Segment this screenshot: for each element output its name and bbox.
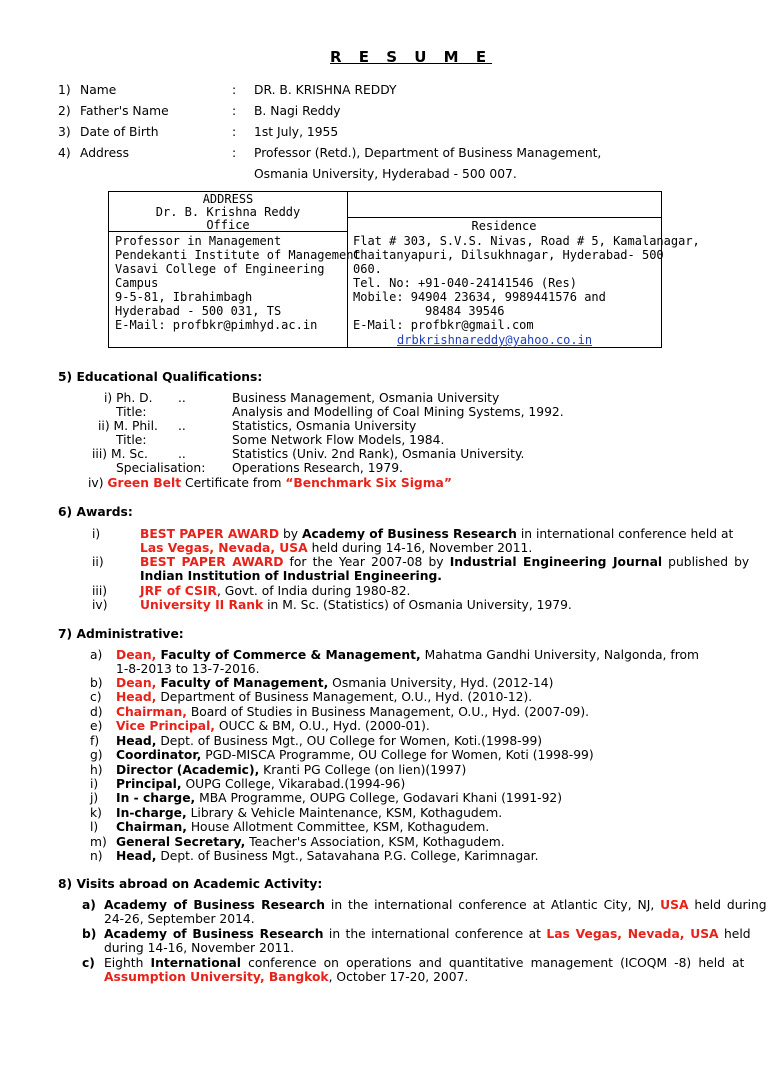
admin-item (116, 777, 405, 792)
visit-num: b) (82, 927, 97, 941)
admin-heading: 7) Administrative: (58, 627, 184, 641)
admin-item (116, 849, 539, 864)
degree: i) Ph. D. (104, 391, 153, 405)
admin-item (116, 648, 699, 663)
visits-heading: 8) Visits abroad on Academic Activity: (58, 877, 323, 891)
office-line: 9-5-81, Ibrahimbagh (115, 290, 253, 304)
admin-item (116, 734, 542, 749)
visit-line (104, 970, 468, 985)
admin-item (116, 676, 553, 691)
personal-colon: : (232, 125, 237, 139)
office-line: Hyderabad - 500 031, TS (115, 304, 282, 318)
admin-item (116, 820, 489, 835)
degree-detail: Statistics, Osmania University (232, 419, 417, 433)
admin-num: g) (90, 748, 103, 762)
admin-num: l) (90, 820, 99, 834)
residence-label: Residence (471, 219, 537, 233)
admin-num: j) (90, 791, 99, 805)
personal-label: Date of Birth (80, 125, 159, 139)
admin-num: h) (90, 763, 103, 777)
personal-value: Professor (Retd.), Department of Business Management, (254, 146, 602, 160)
personal-value-line2: Osmania University, Hyderabad - 500 007. (254, 167, 517, 181)
admin-item (116, 690, 532, 705)
admin-item (116, 705, 589, 720)
admin-role: Principal, (116, 777, 182, 791)
visit-text: in the international conference at (323, 927, 547, 941)
visit-dates: , October 17-20, 2007. (328, 970, 469, 984)
award-journal: Industrial Engineering Journal (449, 555, 663, 569)
visit-line (104, 956, 744, 971)
admin-role: In - charge, (116, 791, 196, 805)
award-num: iv) (92, 598, 108, 612)
award-line (140, 541, 532, 556)
admin-item (116, 835, 505, 850)
admin-num: k) (90, 806, 102, 820)
award-num: ii) (92, 555, 104, 569)
residence-line: Flat # 303, S.V.S. Nivas, Road # 5, Kamalanagar, (353, 234, 700, 248)
visit-org: International (150, 956, 241, 970)
green-belt: Green Belt (107, 476, 182, 490)
visit-text: in the international conference at Atlantic City, NJ, (325, 898, 661, 912)
personal-colon: : (232, 146, 237, 160)
degree-detail: Business Management, Osmania University (232, 391, 500, 405)
visit-text: held during (688, 898, 767, 912)
visit-org: Academy of Business Research (104, 927, 324, 941)
visit-place: Las Vegas, Nevada, USA (546, 927, 719, 941)
residence-mobile: Mobile: 94904 23634, 9989441576 and (353, 290, 606, 304)
award-text: published by (662, 555, 750, 569)
admin-text: PGD-MISCA Programme, OU College for Women, Koti (1998-99) (201, 748, 594, 762)
admin-unit: Faculty of Management, (156, 676, 329, 690)
residence-line: Chaitanyapuri, Dilsukhnagar, Hyderabad- 500 (353, 248, 664, 262)
address-table (108, 191, 700, 348)
visit-place: Assumption University, Bangkok (104, 970, 329, 984)
award-line (140, 598, 572, 613)
admin-num: m) (90, 835, 107, 849)
award-text: in international conference held at (516, 527, 734, 541)
visit-num: c) (82, 956, 95, 970)
address-name: Dr. B. Krishna Reddy (155, 205, 301, 219)
admin-role: General Secretary, (116, 835, 246, 849)
degree: ii) M. Phil. (98, 419, 158, 433)
admin-item (116, 791, 562, 806)
award-org: Academy of Business Research (301, 527, 517, 541)
award-title: University II Rank (140, 598, 264, 612)
admin-role: Coordinator, (116, 748, 202, 762)
degree: iii) M. Sc. (92, 447, 148, 461)
separator: .. (178, 447, 186, 461)
degree-title: Analysis and Modelling of Coal Mining Systems, 1992. (232, 405, 564, 419)
visit-line (104, 927, 751, 942)
admin-role: Head, (116, 849, 157, 863)
office-label: Office (206, 218, 250, 232)
personal-num: 2) (58, 104, 71, 118)
visit-dates: 24-26, September 2014. (104, 912, 255, 926)
admin-num: i) (90, 777, 99, 791)
award-place: Las Vegas, Nevada, USA (140, 541, 308, 555)
degree-title: Some Network Flow Models, 1984. (232, 433, 445, 447)
admin-role: Head, (116, 690, 157, 704)
page-title: R E S U M E (330, 48, 493, 66)
admin-num: f) (90, 734, 100, 748)
separator: .. (178, 391, 186, 405)
admin-text: Dept. of Business Mgt., OU College for Women, Koti.(1998-99) (156, 734, 543, 748)
admin-num: e) (90, 719, 103, 733)
admin-text: Osmania University, Hyd. (2012-14) (328, 676, 554, 690)
award-institution: Indian Institution of Industrial Engineering. (140, 569, 442, 583)
degree-title-label: Title: (116, 405, 147, 419)
admin-role: Head, (116, 734, 157, 748)
award-title: BEST PAPER AWARD (140, 555, 284, 569)
personal-colon: : (232, 104, 237, 118)
degree-title-label: Title: (116, 433, 147, 447)
admin-role: Dean, (116, 648, 157, 662)
award-line (140, 527, 733, 542)
specialisation: Operations Research, 1979. (232, 461, 403, 475)
admin-item (116, 748, 594, 763)
residence-phone: Tel. No: +91-040-24141546 (Res) (353, 276, 577, 290)
admin-text: OUPG College, Vikarabad.(1994-96) (181, 777, 406, 791)
admin-item (116, 806, 502, 821)
email-link[interactable]: drbkrishnareddy@yahoo.co.in (397, 333, 593, 347)
award-num: i) (92, 527, 101, 541)
admin-text: Dept. of Business Mgt., Satavahana P.G. College, Karimnagar. (156, 849, 539, 863)
award-line (140, 555, 749, 570)
award-num: iii) (92, 584, 108, 598)
admin-text: OUCC & BM, O.U., Hyd. (2000-01). (214, 719, 430, 733)
residence-line: 060. (353, 262, 382, 276)
admin-num: a) (90, 648, 103, 662)
visit-text: Eighth (104, 956, 151, 970)
visit-line (104, 898, 767, 913)
admin-role: Dean, (116, 676, 157, 690)
visit-dates: during 14-16, November 2011. (104, 941, 295, 955)
admin-text: 1-8-2013 to 13-7-2016. (116, 662, 260, 676)
office-email: E-Mail: profbkr@pimhyd.ac.in (115, 318, 318, 332)
office-line: Campus (115, 276, 159, 290)
admin-text: Mahatma Gandhi University, Nalgonda, from (420, 648, 699, 662)
office-line: Vasavi College of Engineering (115, 262, 325, 276)
visit-org: Academy of Business Research (104, 898, 325, 912)
award-text: in M. Sc. (Statistics) of Osmania University, 1979. (263, 598, 572, 612)
six-sigma: “Benchmark Six Sigma” (285, 476, 452, 490)
admin-text: Teacher's Association, KSM, Kothagudem. (245, 835, 505, 849)
admin-text: Department of Business Management, O.U., Hyd. (2010-12). (156, 690, 533, 704)
admin-item (116, 763, 466, 778)
admin-num: c) (90, 690, 102, 704)
visit-text: held (718, 927, 751, 941)
degree-detail: Statistics (Univ. 2nd Rank), Osmania University. (232, 447, 525, 461)
personal-value: B. Nagi Reddy (254, 104, 341, 118)
residence-mobile-2: 98484 39546 (425, 304, 505, 318)
personal-colon: : (232, 83, 237, 97)
admin-item (116, 719, 430, 734)
award-text: held during 14-16, November 2011. (307, 541, 533, 555)
admin-text: Kranti PG College (on lien)(1997) (259, 763, 467, 777)
personal-label: Address (80, 146, 129, 160)
award-title: JRF of CSIR (140, 584, 217, 598)
personal-label: Father's Name (80, 104, 169, 118)
admin-num: n) (90, 849, 103, 863)
office-line: Professor in Management (115, 234, 282, 248)
admin-num: d) (90, 705, 103, 719)
item-num: iv) (88, 476, 104, 490)
office-line: Pendekanti Institute of Management (115, 248, 361, 262)
personal-num: 1) (58, 83, 71, 97)
personal-num: 3) (58, 125, 71, 139)
visit-num: a) (82, 898, 96, 912)
award-text: for the Year 2007-08 by (283, 555, 450, 569)
green-belt-line (88, 476, 452, 491)
admin-num: b) (90, 676, 103, 690)
personal-num: 4) (58, 146, 71, 160)
admin-role: Chairman, (116, 705, 187, 719)
admin-role: Vice Principal, (116, 719, 215, 733)
admin-unit: Faculty of Commerce & Management, (156, 648, 421, 662)
admin-role: In-charge, (116, 806, 187, 820)
personal-value: DR. B. KRISHNA REDDY (254, 83, 397, 97)
visit-text: conference on operations and quantitative management (ICOQM -8) held at (241, 956, 745, 970)
admin-text: House Allotment Committee, KSM, Kothagudem. (186, 820, 490, 834)
education-heading: 5) Educational Qualifications: (58, 370, 263, 384)
award-text: , Govt. of India during 1980-82. (216, 584, 411, 598)
admin-role: Director (Academic), (116, 763, 260, 777)
residence-email: E-Mail: profbkr@gmail.com (353, 318, 534, 332)
admin-text: MBA Programme, OUPG College, Godavari Khani (1991-92) (195, 791, 563, 805)
cert-text: Certificate from (181, 476, 286, 490)
award-title: BEST PAPER AWARD (140, 527, 280, 541)
awards-heading: 6) Awards: (58, 505, 133, 519)
admin-text: Board of Studies in Business Management, O.U., Hyd. (2007-09). (186, 705, 590, 719)
admin-text: Library & Vehicle Maintenance, KSM, Kothagudem. (186, 806, 503, 820)
personal-value: 1st July, 1955 (254, 125, 339, 139)
address-header: ADDRESS (202, 192, 254, 206)
award-text: by (279, 527, 302, 541)
personal-label: Name (80, 83, 117, 97)
specialisation-label: Specialisation: (116, 461, 206, 475)
visit-country: USA (660, 898, 689, 912)
admin-role: Chairman, (116, 820, 187, 834)
award-line (140, 584, 410, 599)
separator: .. (178, 419, 186, 433)
